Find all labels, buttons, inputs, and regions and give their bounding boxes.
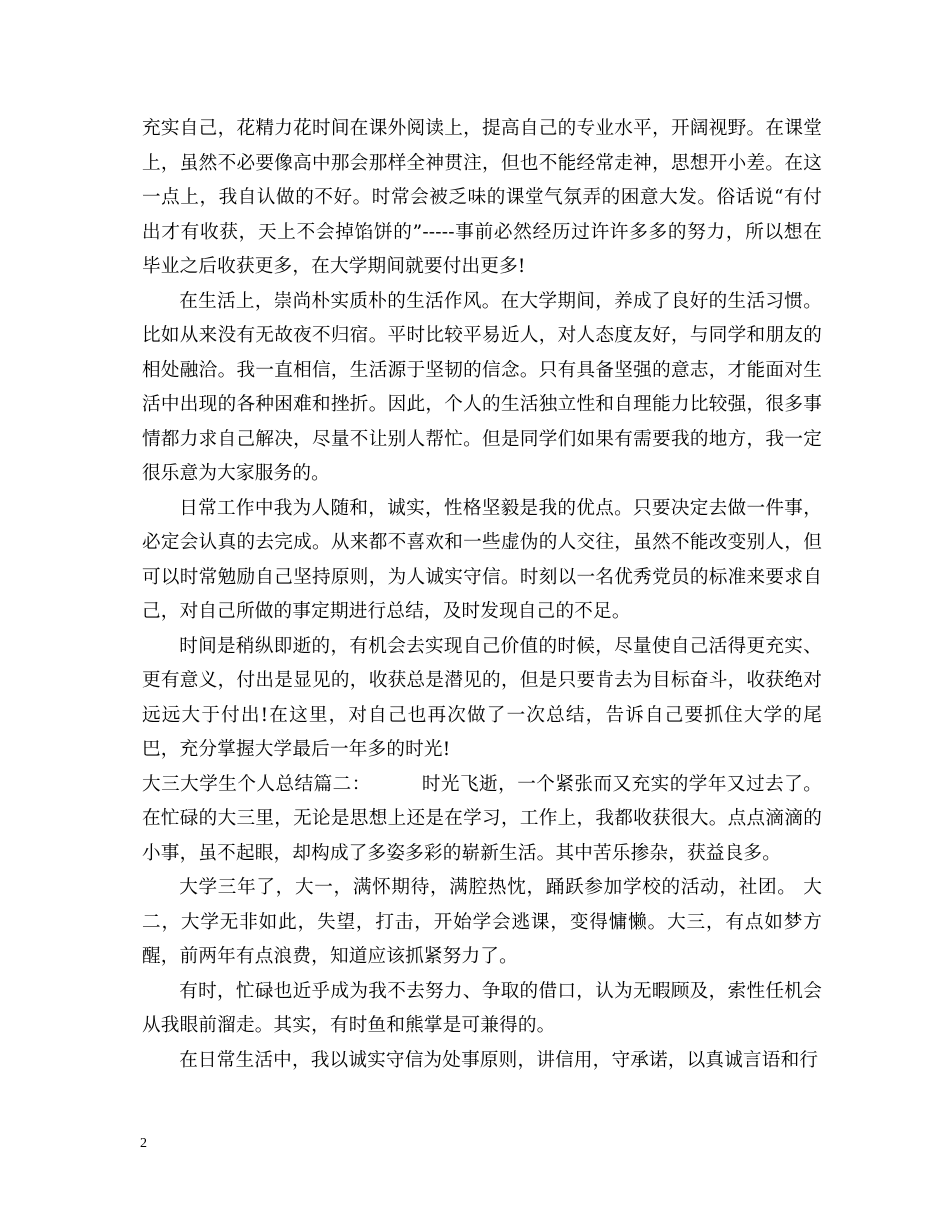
paragraph-7: 有时，忙碌也近乎成为我不去努力、争取的借口，认为无暇顾及，索性任机会从我眼前溜走。其实，有时鱼和熊掌是可兼得的。 [142,980,822,1036]
paragraph-4: 时间是稍纵即逝的，有机会去实现自己价值的时候，尽量使自己活得更充实、更有意义，付出是显见的，收获总是潜见的，但是只要肯去为目标奋斗，收获绝对远远大于付出!在这里，对自己也再次做了一次总结，告诉自己要抓住大学的尾巴，充分掌握大学最后一年多的时光! [142,635,822,760]
paragraph-2: 在生活上，崇尚朴实质朴的生活作风。在大学期间，养成了良好的生活习惯。比如从来没有无故夜不归宿。平时比较平易近人，对人态度友好，与同学和朋友的相处融洽。我一直相信，生活源于坚韧的信念。只有具备坚强的意志，才能面对生活中出现的各种困难和挫折。因此，个人的生活独立性和自理能力比较强，很多事情都力求自己解决，尽量不让别人帮忙。但是同学们如果有需要我的地方，我一定很乐意为大家服务的。 [142,290,822,484]
page-number: 2 [140,1136,147,1151]
paragraph-6: 大学三年了，大一，满怀期待，满腔热忱，踊跃参加学校的活动，社团。 大二，大学无非如此，失望，打击，开始学会逃课，变得慵懒。大三，有点如梦方醒，前两年有点浪费，知道应该抓紧努力了。 [142,877,822,967]
paragraph-5-section-heading: 大三大学生个人总结篇二： 时光飞逝，一个紧张而又充实的学年又过去了。在忙碌的大三里，无论是思想上还是在学习，工作上，我都收获很大。点点滴滴的小事，虽不起眼，却构成了多姿多彩的崭新生活。其中苦乐掺杂，获益良多。 [142,773,822,864]
paragraph-1: 充实自己，花精力花时间在课外阅读上，提高自己的专业水平，开阔视野。在课堂上，虽然不必要像高中那会那样全神贯注，但也不能经常走神，思想开小差。在这一点上，我自认做的不好。时常会被乏味的课堂气氛弄的困意大发。俗话说“有付出才有收获，天上不会掉馅饼的”-----事前必然经历过许许多多的努力，所以想在毕业之后收获更多，在大学期间就要付出更多! [142,118,822,277]
document-body [142,112,822,1078]
paragraph-3: 日常工作中我为人随和，诚实，性格坚毅是我的优点。只要决定去做一件事，必定会认真的去完成。从来都不喜欢和一些虚伪的人交往，虽然不能改变别人，但可以时常勉励自己坚持原则，为人诚实守信。时刻以一名优秀党员的标准来要求自己，对自己所做的事定期进行总结，及时发现自己的不足。 [142,497,822,622]
paragraph-8: 在日常生活中，我以诚实守信为处事原则，讲信用，守承诺，以真诚言语和行 [179,1049,819,1071]
